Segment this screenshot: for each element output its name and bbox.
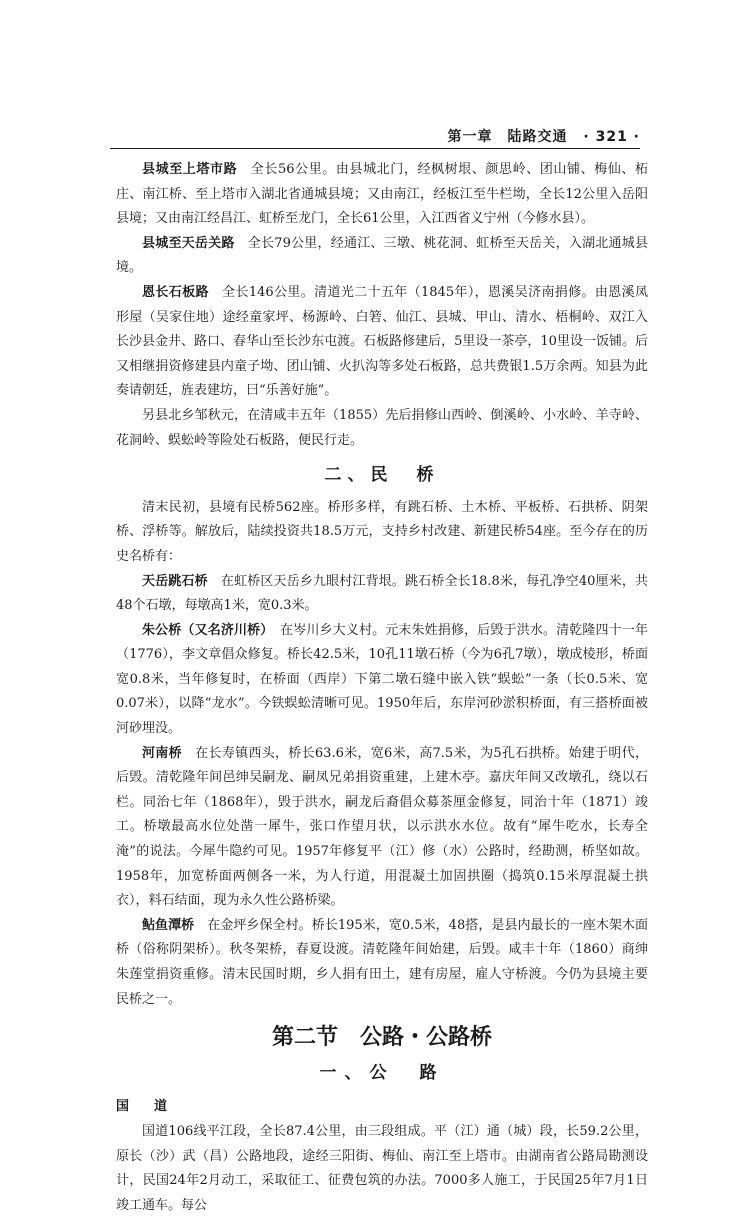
- road-text: 全长79公里，经通江、三墩、桃花洞、虹桥至天岳关，入湖北通城县境。: [116, 235, 648, 276]
- page-number: · 321 ·: [583, 129, 640, 145]
- bridge-text: 在长寿镇西头，桥长63.6米，宽6米，高7.5米，为5孔石拱桥。始建于明代，后毁。清乾隆年间邑绅吴嗣龙、嗣凤兄弟捐资重建，上建木亭。嘉庆年间又改墩孔，绕以石栏。同治七年（1868年），毁于洪水，嗣龙后裔倡众募茶厘金修复，同治十年（1871）竣工。桥墩最高水位处凿一犀牛，张口作望月状，以示洪水水位。故有“犀牛吃水，长寿全淹”的说法。今犀牛隐约可见。1957年修复平（江）修（水）公路时，经勘测，桥坚如故。1958年，加宽桥面两侧各一米，为人行道，用混凝土加固拱圈（捣筑0.15米厚混凝土拱衣），料石结面，现为永久性公路桥梁。: [116, 745, 648, 909]
- bridge-name: 朱公桥（又名济川桥）: [142, 622, 267, 638]
- subsection-title-roads: 一、公 路: [319, 1062, 445, 1083]
- bridges-intro: 清末民初，县境有民桥562座。桥形多样，有跳石桥、土木桥、平板桥、石拱桥、阴架桥、浮桥等。解放后，陆续投资共18.5万元，支持乡村改建、新建民桥54座。至今存在的历史名桥有：: [116, 499, 648, 564]
- bridge-entry: [116, 914, 648, 1012]
- road-entry: [116, 281, 648, 404]
- bridge-text: 在虹桥区天岳乡九眼村江背垠。跳石桥全长18.8米，每孔净空40厘米，共48个石墩，每墩高1米，宽0.3米。: [116, 573, 648, 614]
- bridge-text: 在金坪乡保全村。桥长195米，宽0.5米，48搭，是县内最长的一座木架木面桥（俗称阴架桥）。秋冬架桥，春夏设渡。清乾隆年间始建，后毁。咸丰十年（1860）商绅朱莲堂捐资重修。清末民国时期，乡人捐有田土，建有房屋，雇人守桥渡。今仍为县境主要民桥之一。: [116, 917, 648, 1007]
- header-rule: [110, 148, 640, 149]
- bridge-name: 鲇鱼潭桥: [142, 917, 195, 933]
- guodao-paragraph: 国道106线平江段，全长87.4公里，由三段组成。平（江）通（城）段，长59.2公里，原长（沙）武（昌）公路地段，途经三阳街、梅仙、南江至上塔市。由湖南省公路局勘测设计，民国24年2月动工，采取征工、征费包筑的办法。7000多人施工，于民国25年7月1日竣工通车。每公: [116, 1123, 648, 1213]
- road-name: 县城至天岳关路: [142, 235, 235, 251]
- chapter-label: 第一章 陆路交通: [447, 129, 568, 145]
- bridge-entry: [116, 570, 648, 619]
- road-entry: [116, 232, 648, 281]
- road-text: 全长56公里。由县城北门，经枫树垠、颜思岭、团山铺、梅仙、柘庄、南江桥、至上塔市入湖北省通城县境；又由南江，经板江至牛栏坳，全长12公里入岳阳县境；又由南江经昌江、虹桥至龙门，全长61公里，入江西省义宁州（今修水县）。: [116, 162, 648, 227]
- bridge-name: 河南桥: [142, 745, 182, 761]
- road-name: 县城至上塔市路: [142, 162, 238, 177]
- road-name: 恩长石板路: [142, 284, 209, 300]
- bridge-text: 在岑川乡大义村。元末朱姓捐修，后毁于洪水。清乾隆四十一年（1776），李文章倡众修复。桥长42.5米，10孔11墩石桥（今为6孔7墩），墩成棱形，桥面宽0.8米，当年修复时，在桥面（西岸）下第二墩石缝中嵌入铁“蜈蚣”一条（长0.5米、宽0.07米），以降“龙水”。今铁蜈蚣清晰可见。1950年后，东岸河砂淤积桥面，有三搭桥面被河砂埋没。: [116, 622, 648, 737]
- road-text: 全长146公里。清道光二十五年（1845年），恩溪吴济南捐修。由恩溪凤形屋（吴家住地）途经童家坪、杨源岭、白箬、仙江、县城、甲山、清水、梧桐岭、双江入长沙县金井、路口、春华山至长沙东屯渡。石板路修建后，5里设一茶亭，10里设一饭铺。后又相继捐资修建县内童子坳、团山铺、火扒沟等多处石板路，总共费银1.5万余两。知县为此奏请朝廷，旌表建坊，曰“乐善好施”。: [116, 284, 648, 399]
- road-extra-paragraph: 另县北乡邹秋元，在清咸丰五年（1855）先后捐修山西岭、倒溪岭、小水岭、羊寺岭、花洞岭、蜈蚣岭等险处石板路，便民行走。: [116, 407, 648, 448]
- bridge-entry: [116, 619, 648, 742]
- page-body: [116, 158, 648, 1218]
- road-entry: [116, 158, 648, 232]
- page-header: [110, 126, 640, 146]
- bridge-entry: [116, 742, 648, 914]
- guodao-heading: 国 道: [116, 1099, 174, 1115]
- section-title-highways: 第二节 公路・公路桥: [271, 1025, 492, 1051]
- section-title-bridges: 二、民 桥: [324, 465, 440, 486]
- bridge-name: 天岳跳石桥: [142, 573, 208, 589]
